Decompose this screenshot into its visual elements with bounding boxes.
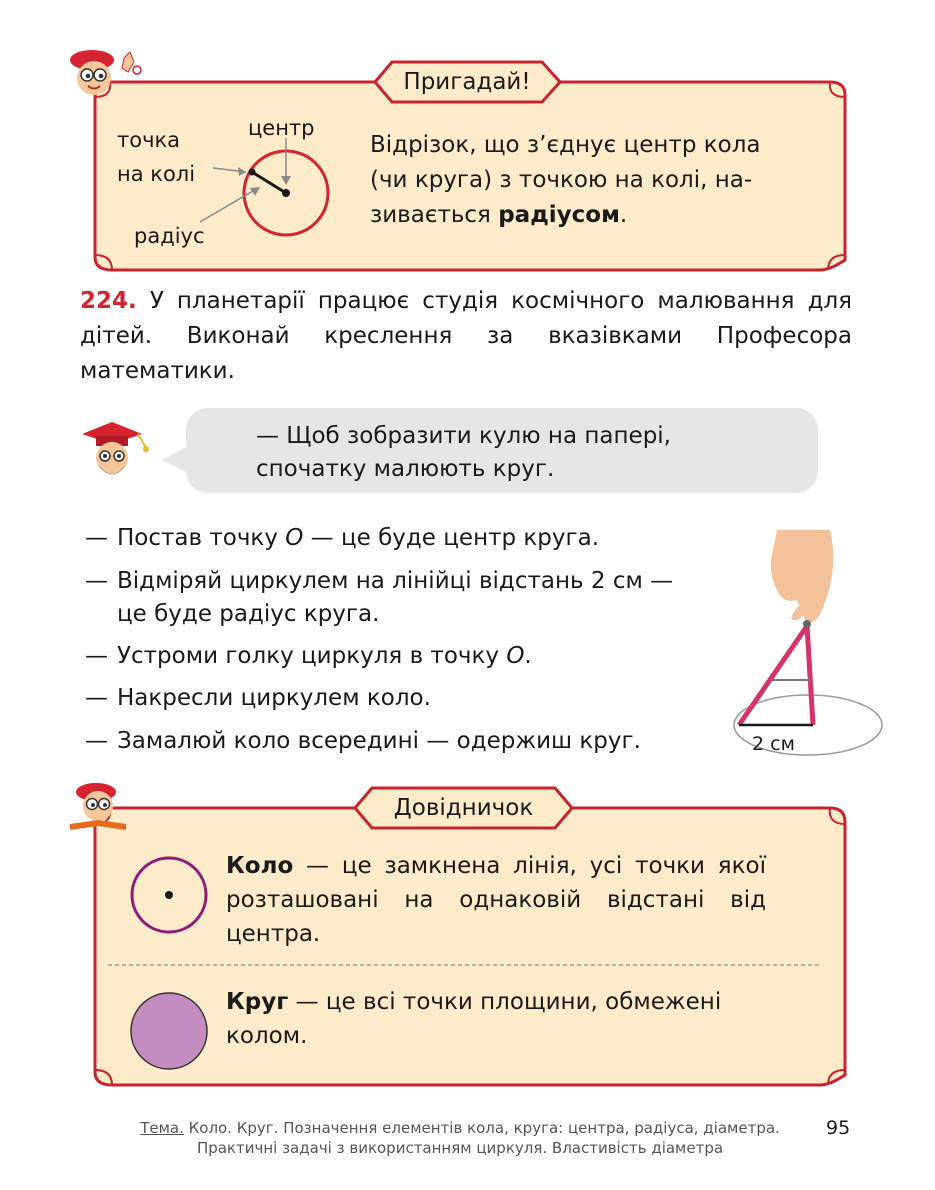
kolo-definition: Коло — це замкнена лінія, усі точки якої розташовані на однаковій відстані від центра. xyxy=(226,853,766,947)
footer-topic: Тема. Коло. Круг. Позначення елементів кола, круга: центра, радіуса, діаметра. Практичні задачі з використанням циркуля. Властивість діаметра xyxy=(140,1119,780,1157)
compass-leg-needle xyxy=(739,626,807,725)
bubble-tail xyxy=(160,440,200,480)
step-4: — Накресли циркулем коло. xyxy=(85,685,431,711)
diagram-center xyxy=(282,189,290,197)
task-text: У планетарії працює студія космічного малювання для дітей. Виконай креслення за вказівками Професора математики. xyxy=(80,288,853,384)
label-center: центр xyxy=(248,116,315,140)
bubble-text: — Щоб зобразити кулю на папері, спочатку малюють круг. xyxy=(256,423,671,482)
label-radius: радіус xyxy=(134,224,205,248)
compass-leg-pencil xyxy=(807,626,813,725)
task-number: 224. xyxy=(80,288,137,314)
task-224 xyxy=(80,284,852,389)
krug-disc-icon xyxy=(128,990,210,1072)
step-1: — Постав точку O — це буде центр круга. xyxy=(85,525,600,551)
krug-definition: Круг — це всі точки площини, обмежені колом. xyxy=(226,989,722,1049)
topic-label: Тема. xyxy=(140,1119,184,1137)
compass-label: 2 см xyxy=(752,733,795,755)
step-2: — Відміряй циркулем на лінійці відстань 2 см — xyxy=(85,568,674,594)
remind-definition: Відрізок, що з’єднує центр кола (чи круга) з точкою на колі, на- зивається радіусом. xyxy=(370,132,761,228)
remind-title: Пригадай! xyxy=(403,69,531,95)
diagram-point xyxy=(249,169,256,176)
mascot-girl-icon xyxy=(62,48,152,108)
label-on-circle: на колі xyxy=(117,162,196,186)
step-5: — Замалюй коло всередині — одержиш круг. xyxy=(85,728,641,754)
step-3: — Устроми голку циркуля в точку O. xyxy=(85,643,532,669)
reference-title: Довідничок xyxy=(393,795,534,821)
mascot-reading-icon xyxy=(62,780,142,835)
label-point: точка xyxy=(117,128,181,152)
page-number: 95 xyxy=(826,1117,851,1139)
step-2-cont: це буде радіус круга. xyxy=(117,601,380,627)
professor-icon xyxy=(78,418,158,488)
kolo-circle-icon xyxy=(128,854,210,936)
